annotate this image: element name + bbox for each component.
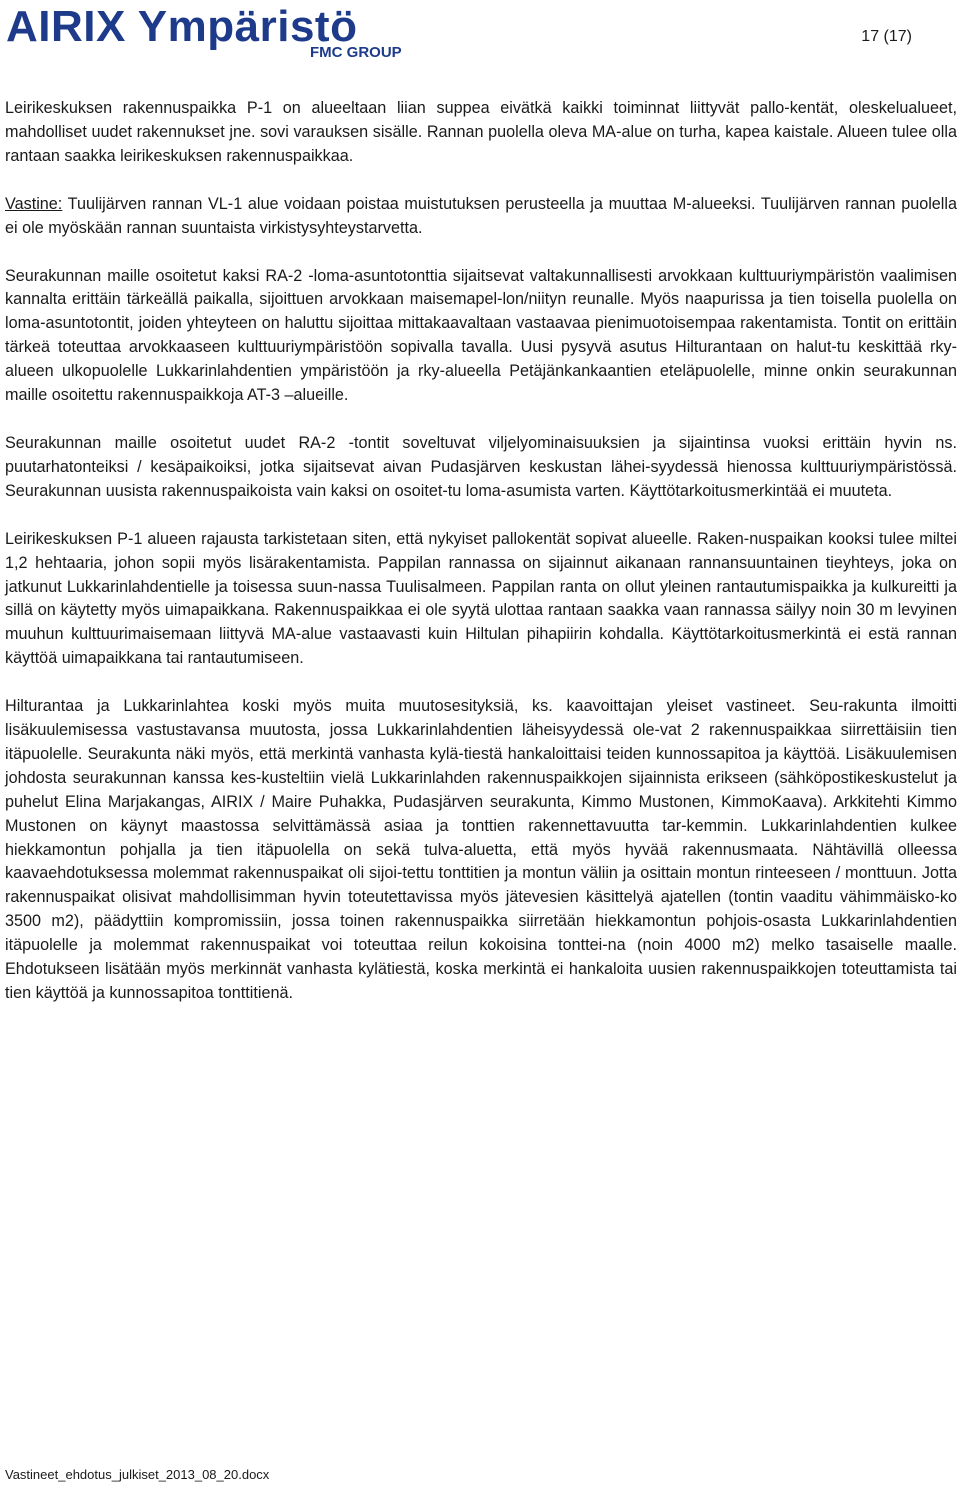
paragraph-5: Leirikeskuksen P-1 alueen rajausta tarkistetaan siten, että nykyiset pallokentät sopivat alueelle. Raken-nuspaikan kooksi tulee miltei 1,2 hehtaaria, johon sopii myös lisärakentamista. Pappilan rannassa on sijainnut aikanaan rannansuuntainen tieyhteys, joka on jatkunut Lukkarinlahdentielle ja toisessa suun-nassa Tuulisalmeen. Pappilan ranta on ollut yleinen rantautumispaikka ja kulkureitti ja sillä on käytetty myös uimapaikkana. Rakennuspaikkaa ei ole syytä ulottaa rantaan saakka vaan rannassa säilyy noin 30 m levyinen muuhun kulttuurimaisemaan liittyvä MA-alue vastaavasti kuin Hiltulan pihapiirin kohdalla. Käyttötarkoitusmerkintä ei estä rannan käyttöä uimapaikkana tai rantautumiseen. (5, 529, 957, 668)
response-label: Vastine: (5, 194, 63, 213)
footer-filename: Vastineet_ehdotus_julkiset_2013_08_20.docx (5, 1467, 270, 1482)
paragraph-4: Seurakunnan maille osoitetut uudet RA-2 -tontit soveltuvat viljelyominaisuuksien ja sijaintinsa vuoksi erittäin hyvin ns. puutarhatonteiksi / kesäpaikoiksi, jotka sijaitsevat aivan Pudasjärven keskustan lähei-syydessä hienossa kulttuuriympäristössä. Seurakunnan uusista rakennuspaikoista vain kaksi on osoitet-tu loma-asumista varten. Käyttötarkoitusmerkintää ei muuteta. (5, 433, 957, 500)
paragraph-6: Hilturantaa ja Lukkarinlahtea koski myös muita muutosesityksiä, ks. kaavoittajan yleiset vastineet. Seu-rakunta ilmoitti lisäkuulemisessa vastustavansa muutosta, jossa Lukkarinlahdentien läheisyydessä ole-vat 2 rakennuspaikkaa siirrettäisiin tien itäpuolelle. Seurakunta näki myös, että merkintä vanhasta kylä-tiestä hankaloittaisi teiden kunnossapitoa ja käyttöä. Lisäkuulemisen johdosta seurakunnan kanssa kes-kusteltiin vielä Lukkarinlahden rakennuspaikkojen sijainnista erikseen (sähköpostikeskustelut ja puhelut Elina Marjakangas, AIRIX / Maire Puhakka, Pudasjärven seurakunta, Kimmo Mustonen, KimmoKaava). Arkkitehti Kimmo Mustonen on käynyt maastossa selvittämässä asiaa ja tonttien rakennettavuutta tar-kemmin. Lukkarinlahdentien kulkee hiekkamontun pohjalla ja tien itäpuolella on sekä tulva-aluetta, että myös hyvää rakennusmaata. Nähtävillä olleessa kaavaehdotuksessa molemmat rakennuspaikat oli sijoi-tettu tonttitien ja montun väliin ja osittain montun rinteeseen / monttuun. Jotta rakennuspaikat olisivat mahdollisimman hyvin toteutettavissa myös jätevesien käsittelyä ajatellen (tontin vaaditu vähimmäisko-ko 3500 m2), päädyttiin kompromissiin, jossa toinen rakennuspaikka siirretään hiekkamontun pohjois-osasta Lukkarinlahdentien itäpuolelle ja molemmat rakennuspaikat voi toteuttaa reilun kokoisina tonttei-na (noin 4000 m2) melko tasaiselle maalle. Ehdotukseen lisätään myös merkinnät vanhasta kylätiestä, koska merkintä ei hankaloita uusien rakennuspaikkojen toteuttamista tai tien käyttöä ja kunnossapitoa tonttitienä. (5, 697, 957, 1002)
logo-text: AIRIX Ympäristö (6, 2, 358, 51)
paragraph-3: Seurakunnan maille osoitetut kaksi RA-2 -loma-asuntotonttia sijaitsevat valtakunnallisesti arvokkaan kulttuuriympäristön vaalimisen kannalta erittäin tärkeällä paikalla, sijoittuen arvokkaan maisemapel-lon/niityn reunalle. Myös naapurissa ja tien toisella puolella on loma-asuntotontit, joiden yhteyteen on haluttu sijoittaa mittakaavaltaan vastaavaa pienimuotoisempaa rakentamista. Tontit on erittäin tärkeä toteuttaa arvokkaaseen kulttuuriympäristöön sopivalla tavalla. Uusi pysyvä asutus Hilturantaan on halut-tu keskittää rky-alueen ulkopuolelle Lukkarinlahdentien ympäristöön ja rky-alueella Petäjänkankaantien eteläpuolelle, minne onkin seurakunnan maille osoitettu rakennuspaikkoja AT-3 –alueille. (5, 266, 957, 405)
logo-subtext: FMC GROUP (310, 44, 402, 61)
paragraph-1: Leirikeskuksen rakennuspaikka P-1 on alueeltaan liian suppea eivätkä kaikki toiminnat liittyvät pallo-kentät, oleskelualueet, mahdolliset uudet rakennukset jne. sovi varauksen sisälle. Rannan puolella oleva MA-alue on turha, kapea kaistale. Alueen tulee olla rantaan saakka leirikeskuksen rakennuspaikkaa. (5, 99, 957, 165)
response-text: Tuulijärven rannan VL-1 alue voidaan poistaa muistutuksen perusteella ja muuttaa M-alueeksi. Tuulijärven rannan puolella ei ole myöskään rannan suuntaista virkistysyhteystarvetta. (5, 194, 957, 237)
paragraph-2 (5, 193, 957, 241)
page-number: 17 (17) (861, 28, 912, 45)
document-body (5, 97, 957, 1006)
airix-logo (4, 0, 404, 66)
page-header (0, 0, 960, 70)
